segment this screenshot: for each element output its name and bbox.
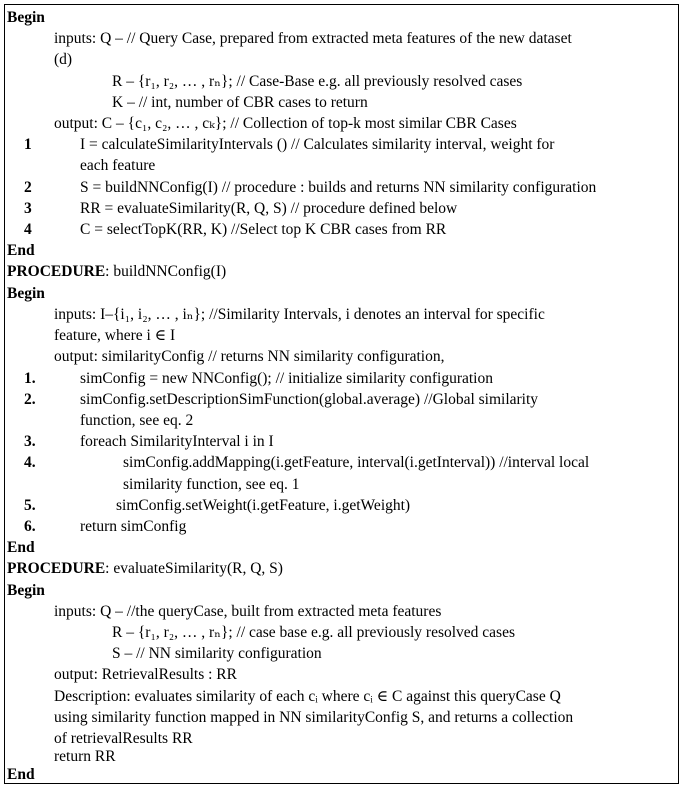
step-text: return simConfig: [80, 517, 187, 535]
description-line: using similarity function mapped in NN similarityConfig S, and returns a collection: [54, 708, 574, 726]
step-text-cont: function, see eq. 2: [80, 411, 194, 429]
procedure-keyword: PROCEDURE: [7, 263, 106, 281]
begin-keyword: Begin: [7, 9, 45, 26]
step-number: 6.: [24, 517, 36, 535]
step-number: 3.: [24, 433, 36, 451]
procedure-header: [7, 558, 283, 579]
step-text-cont: similarity function, see eq. 1: [123, 475, 300, 493]
end-keyword: End: [7, 539, 35, 557]
begin-keyword: Begin: [7, 284, 45, 302]
step-text: foreach SimilarityInterval i in I: [80, 433, 274, 451]
description-line: Description: evaluates similarity of each cᵢ where cᵢ ∈ C against this queryCase Q: [54, 687, 561, 705]
step-number: 3: [24, 199, 32, 217]
input-r-line: R – {r₁, r₂, … , rₙ}; // Case-Base e.g. all previously resolved cases: [112, 72, 523, 90]
step-text: simConfig.setDescriptionSimFunction(global.average) //Global similarity: [80, 390, 539, 408]
step-text: I = calculateSimilarityIntervals () // Calculates similarity interval, weight for: [80, 136, 555, 154]
inputs-line: inputs: Q – //the queryCase, built from extracted meta features: [54, 602, 442, 620]
end-keyword: End: [7, 242, 35, 260]
output-line: output: RetrievalResults : RR: [54, 666, 237, 684]
output-line: output: similarityConfig // returns NN similarity configuration,: [54, 348, 445, 366]
step-number: 1: [24, 136, 32, 154]
inputs-line-cont: (d): [54, 51, 73, 69]
step-text: RR = evaluateSimilarity(R, Q, S) // procedure defined below: [80, 199, 458, 217]
step-number: 4.: [24, 454, 36, 472]
procedure-signature: : evaluateSimilarity(R, Q, S): [105, 560, 283, 578]
step-number: 5.: [24, 496, 36, 514]
inputs-line-cont: feature, where i ∈ I: [54, 327, 176, 345]
procedure-header: [7, 261, 226, 282]
output-line: output: C – {c₁, c₂, … , cₖ}; // Collection of top-k most similar CBR Cases: [54, 115, 517, 133]
return-line: return RR: [54, 748, 116, 765]
input-k-line: K – // int, number of CBR cases to return: [112, 93, 368, 111]
step-text: simConfig = new NNConfig(); // initialize similarity configuration: [80, 369, 493, 387]
step-number: 1.: [24, 369, 36, 387]
step-number: 2: [24, 178, 32, 196]
step-text: simConfig.setWeight(i.getFeature, i.getWeight): [116, 496, 411, 514]
description-line: of retrievalResults RR: [54, 730, 193, 748]
begin-keyword: Begin: [7, 581, 45, 599]
step-text: S = buildNNConfig(I) // procedure : builds and returns NN similarity configuration: [80, 178, 597, 196]
procedure-signature: : buildNNConfig(I): [105, 263, 227, 281]
procedure-keyword: PROCEDURE: [7, 560, 106, 578]
algorithm-box: [4, 4, 679, 784]
step-text: C = selectTopK(RR, K) //Select top K CBR cases from RR: [80, 221, 447, 239]
end-keyword: End: [7, 766, 35, 783]
inputs-line: inputs: I–{i₁, i₂, … , iₙ}; //Similarity Intervals, i denotes an interval for specific: [54, 305, 545, 323]
input-s-line: S – // NN similarity configuration: [112, 645, 322, 663]
step-number: 2.: [24, 390, 36, 408]
step-text-cont: each feature: [80, 157, 156, 175]
input-r-line: R – {r₁, r₂, … , rₙ}; // case base e.g. all previously resolved cases: [112, 624, 515, 642]
step-number: 4: [24, 221, 32, 239]
step-text: simConfig.addMapping(i.getFeature, interval(i.getInterval)) //interval local: [123, 454, 590, 472]
inputs-line: inputs: Q – // Query Case, prepared from extracted meta features of the new dataset: [54, 30, 572, 48]
